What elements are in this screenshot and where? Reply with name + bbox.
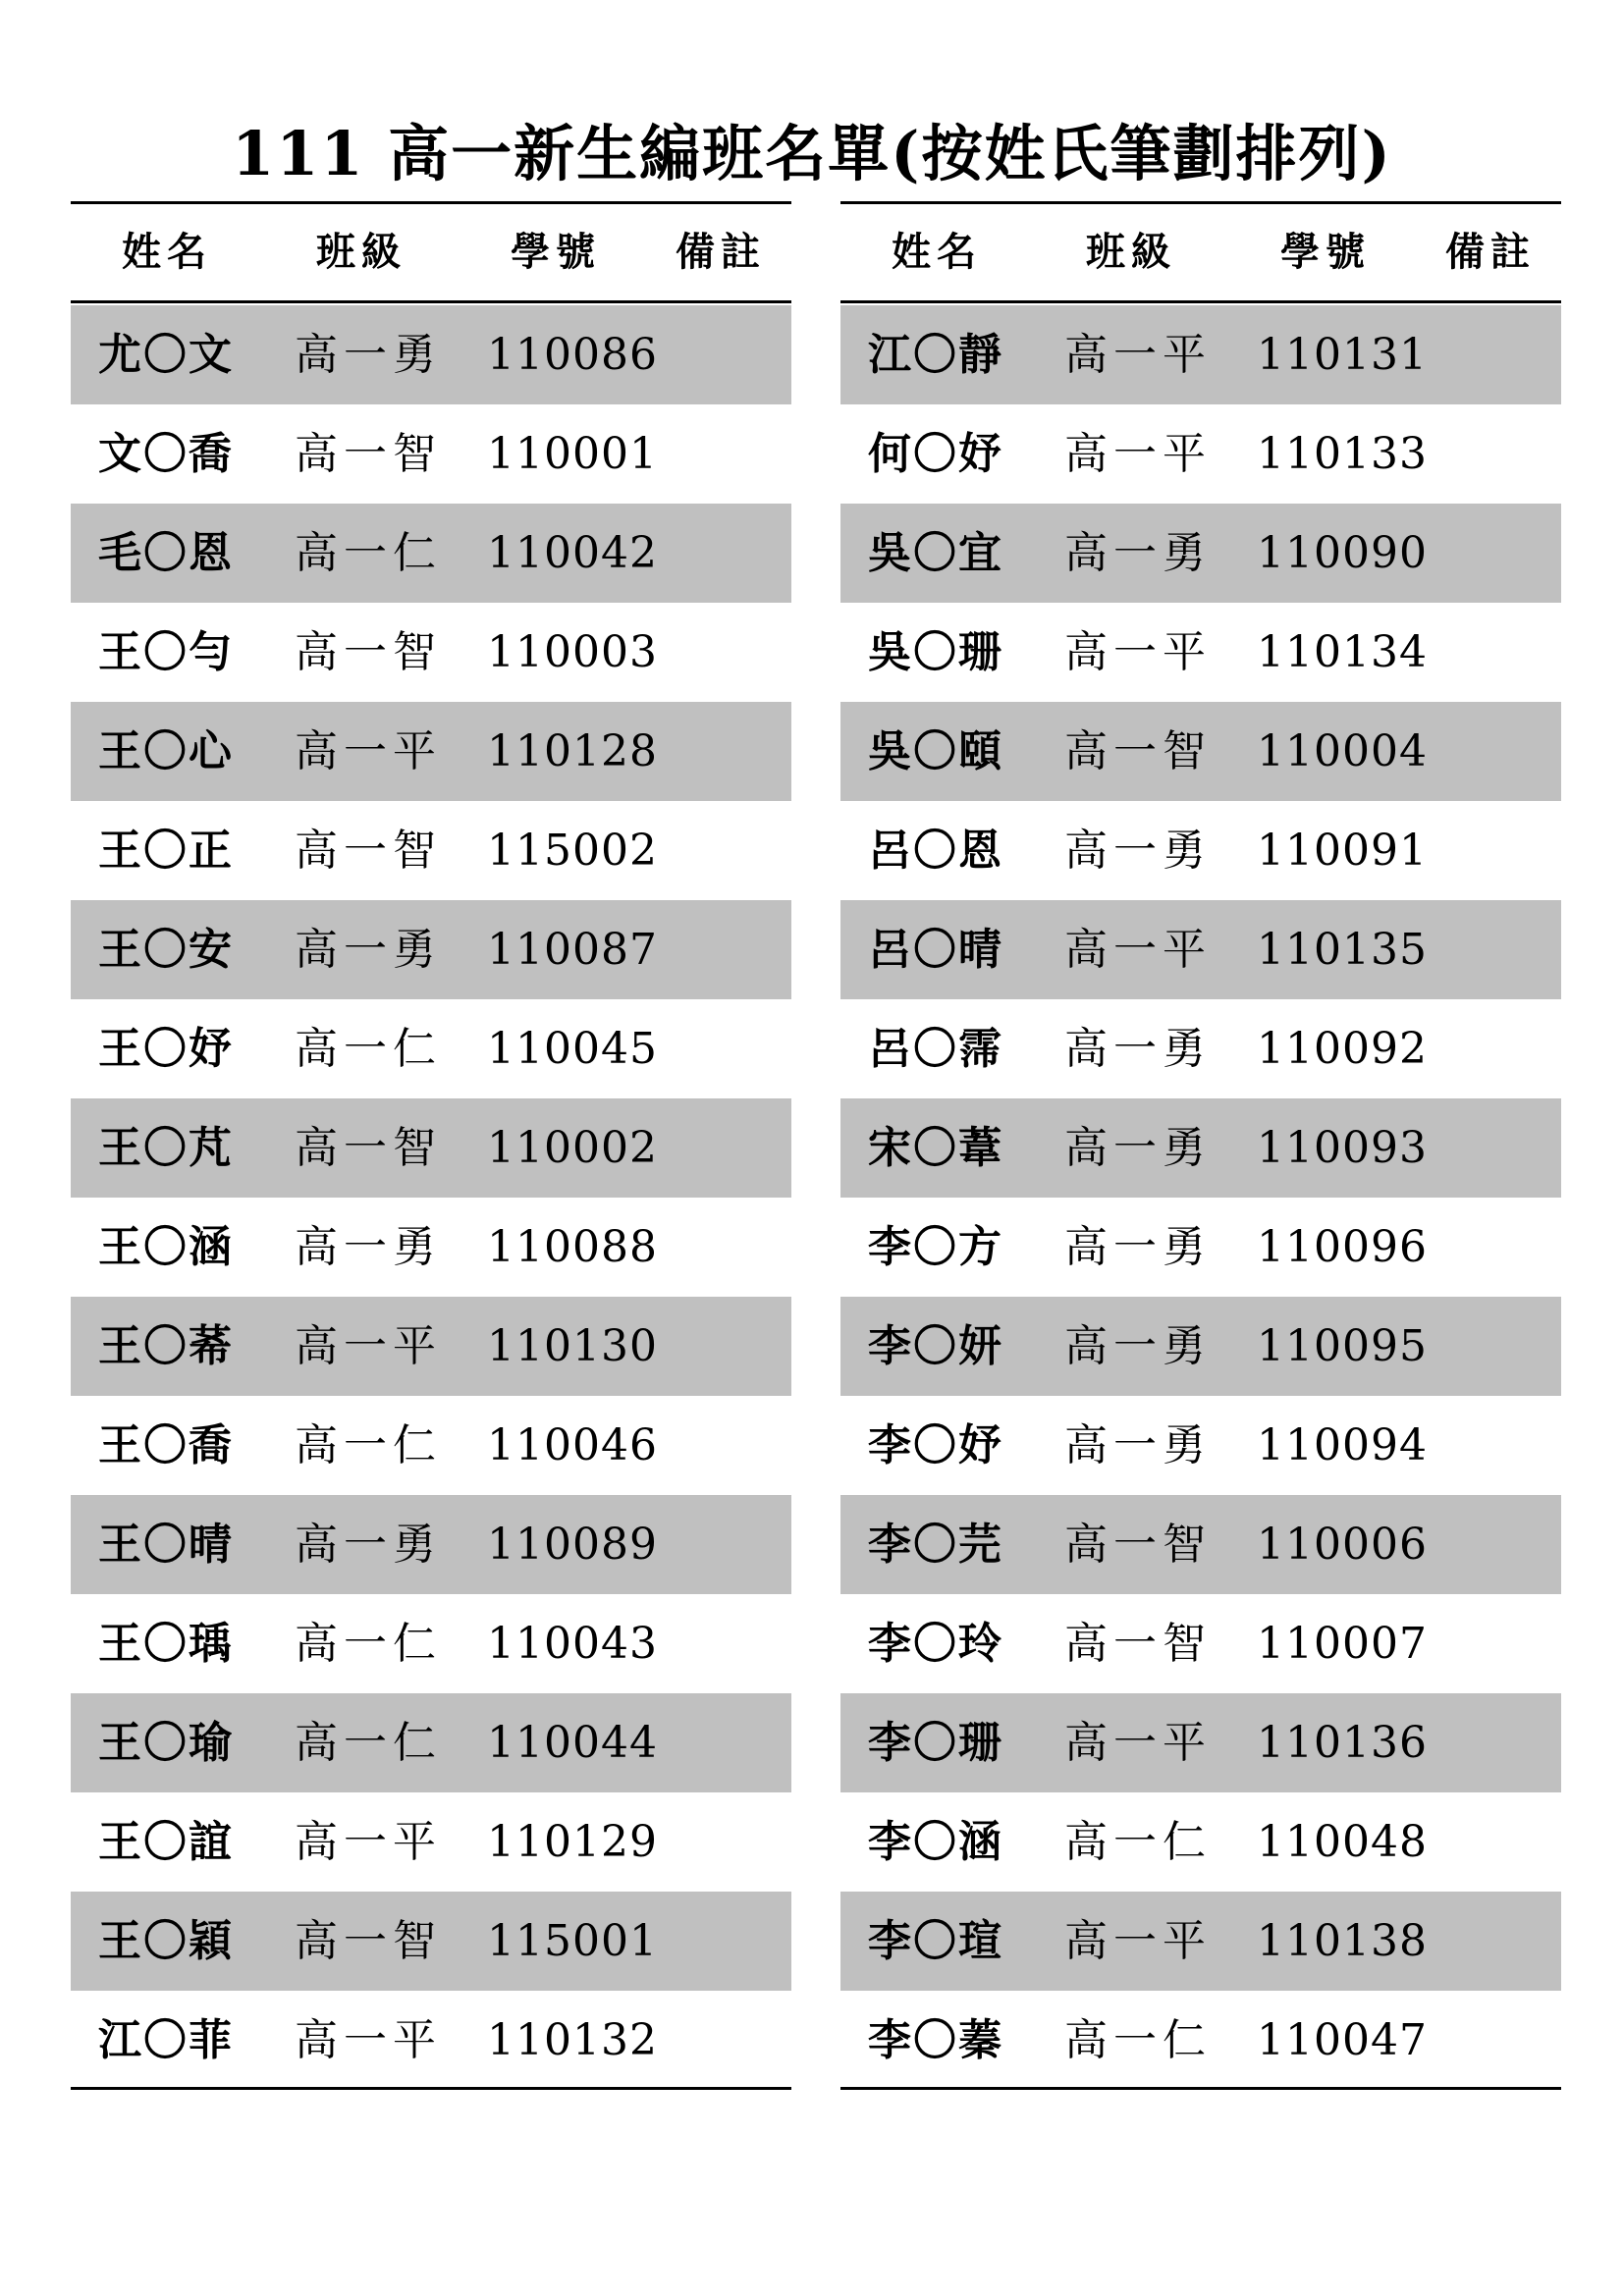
class-name: 高一勇	[295, 1222, 442, 1272]
table-row	[840, 801, 1561, 900]
student-name: 李〇涵	[868, 1817, 1003, 1867]
header-class: 班級	[1086, 229, 1176, 275]
class-name: 高一勇	[1064, 826, 1212, 876]
class-name: 高一智	[295, 826, 442, 876]
student-name: 王〇穎	[98, 1916, 234, 1966]
student-name: 王〇安	[98, 925, 234, 975]
class-name: 高一勇	[295, 925, 442, 975]
class-name: 高一平	[1064, 330, 1212, 380]
student-id: 110094	[1257, 1420, 1428, 1470]
header-note: 備註	[1445, 229, 1536, 275]
header-student-id: 學號	[1280, 229, 1371, 275]
table-row	[840, 900, 1561, 999]
class-name: 高一智	[295, 627, 442, 677]
table-row	[840, 603, 1561, 702]
student-id: 110095	[1257, 1321, 1428, 1371]
student-name: 何〇妤	[868, 429, 1003, 479]
student-id: 110135	[1257, 925, 1428, 975]
class-name: 高一仁	[295, 1024, 442, 1074]
right-roster-table	[840, 201, 1561, 2090]
student-id: 110092	[1257, 1024, 1428, 1074]
student-id: 110006	[1257, 1520, 1428, 1570]
class-name: 高一勇	[295, 1520, 442, 1570]
student-id: 110088	[487, 1222, 658, 1272]
student-id: 110138	[1257, 1916, 1428, 1966]
table-row	[840, 404, 1561, 504]
student-id: 110090	[1257, 528, 1428, 578]
class-name: 高一平	[1064, 925, 1212, 975]
student-id: 110129	[487, 1817, 658, 1867]
student-name: 李〇瑄	[868, 1916, 1003, 1966]
student-id: 110132	[487, 2015, 658, 2065]
class-name: 高一平	[1064, 429, 1212, 479]
student-name: 李〇妍	[868, 1321, 1003, 1371]
student-name: 江〇靜	[868, 330, 1003, 380]
student-id: 110044	[487, 1718, 658, 1768]
header-name: 姓名	[122, 229, 212, 275]
student-name: 王〇喬	[98, 1420, 234, 1470]
class-name: 高一仁	[1064, 2015, 1212, 2065]
table-row	[71, 1396, 791, 1495]
student-id: 110002	[487, 1123, 658, 1173]
student-name: 呂〇晴	[868, 925, 1003, 975]
table-row	[840, 1098, 1561, 1198]
class-name: 高一智	[295, 1916, 442, 1966]
left-table-body	[71, 305, 791, 2090]
class-name: 高一仁	[295, 528, 442, 578]
student-id: 110128	[487, 726, 658, 776]
table-row	[71, 900, 791, 999]
student-name: 王〇妤	[98, 1024, 234, 1074]
table-row	[840, 999, 1561, 1098]
table-row	[71, 305, 791, 404]
student-id: 110086	[487, 330, 658, 380]
class-name: 高一智	[1064, 1619, 1212, 1669]
table-row	[71, 1792, 791, 1892]
table-row	[71, 1098, 791, 1198]
student-name: 李〇珊	[868, 1718, 1003, 1768]
student-name: 王〇莃	[98, 1321, 234, 1371]
student-name: 文〇喬	[98, 429, 234, 479]
class-name: 高一勇	[1064, 1024, 1212, 1074]
student-id: 110130	[487, 1321, 658, 1371]
student-id: 110134	[1257, 627, 1428, 677]
class-name: 高一勇	[1064, 1123, 1212, 1173]
table-row	[840, 1198, 1561, 1297]
student-id: 110004	[1257, 726, 1428, 776]
table-row	[840, 305, 1561, 404]
table-row	[840, 1892, 1561, 1991]
student-id: 110087	[487, 925, 658, 975]
student-id: 115002	[487, 826, 658, 876]
table-row	[71, 504, 791, 603]
class-name: 高一平	[1064, 627, 1212, 677]
header-name: 姓名	[892, 229, 982, 275]
student-name: 王〇瑀	[98, 1619, 234, 1669]
table-row	[71, 1198, 791, 1297]
right-table-body	[840, 305, 1561, 2090]
student-name: 王〇勻	[98, 627, 234, 677]
student-name: 尤〇文	[98, 330, 234, 380]
student-name: 李〇方	[868, 1222, 1003, 1272]
table-row	[71, 1693, 791, 1792]
student-id: 110047	[1257, 2015, 1428, 2065]
table-row	[71, 702, 791, 801]
student-id: 110133	[1257, 429, 1428, 479]
class-name: 高一平	[1064, 1916, 1212, 1966]
student-name: 王〇瑜	[98, 1718, 234, 1768]
class-name: 高一智	[295, 1123, 442, 1173]
table-row	[71, 404, 791, 504]
table-row	[71, 1594, 791, 1693]
student-name: 呂〇霈	[868, 1024, 1003, 1074]
class-name: 高一勇	[1064, 528, 1212, 578]
table-row	[71, 999, 791, 1098]
student-id: 110091	[1257, 826, 1428, 876]
table-row	[71, 1297, 791, 1396]
student-name: 吳〇宜	[868, 528, 1003, 578]
class-name: 高一智	[1064, 1520, 1212, 1570]
header-note: 備註	[676, 229, 766, 275]
student-id: 110043	[487, 1619, 658, 1669]
header-class: 班級	[316, 229, 406, 275]
class-name: 高一平	[295, 1817, 442, 1867]
table-row	[840, 1297, 1561, 1396]
student-id: 110042	[487, 528, 658, 578]
table-row	[840, 702, 1561, 801]
student-name: 王〇誼	[98, 1817, 234, 1867]
page-title: 111 高一新生編班名單(按姓氏筆劃排列)	[232, 118, 1392, 189]
table-row	[840, 1693, 1561, 1792]
student-name: 吳〇頤	[868, 726, 1003, 776]
student-id: 110003	[487, 627, 658, 677]
class-name: 高一智	[1064, 726, 1212, 776]
student-name: 呂〇恩	[868, 826, 1003, 876]
student-name: 王〇心	[98, 726, 234, 776]
student-name: 李〇蓁	[868, 2015, 1003, 2065]
class-name: 高一勇	[1064, 1321, 1212, 1371]
student-id: 110131	[1257, 330, 1428, 380]
student-id: 110045	[487, 1024, 658, 1074]
class-name: 高一平	[1064, 1718, 1212, 1768]
class-name: 高一勇	[1064, 1222, 1212, 1272]
table-row	[840, 504, 1561, 603]
student-id: 110089	[487, 1520, 658, 1570]
student-id: 110048	[1257, 1817, 1428, 1867]
table-header-row	[71, 201, 791, 303]
student-name: 李〇玲	[868, 1619, 1003, 1669]
student-name: 江〇菲	[98, 2015, 234, 2065]
student-id: 110046	[487, 1420, 658, 1470]
class-name: 高一仁	[295, 1619, 442, 1669]
student-id: 110093	[1257, 1123, 1428, 1173]
student-name: 毛〇恩	[98, 528, 234, 578]
class-name: 高一勇	[1064, 1420, 1212, 1470]
table-row	[840, 1495, 1561, 1594]
class-name: 高一仁	[1064, 1817, 1212, 1867]
table-row	[71, 1495, 791, 1594]
student-name: 王〇正	[98, 826, 234, 876]
table-row	[71, 1892, 791, 1991]
student-id: 110007	[1257, 1619, 1428, 1669]
class-name: 高一智	[295, 429, 442, 479]
class-name: 高一平	[295, 726, 442, 776]
student-name: 李〇芫	[868, 1520, 1003, 1570]
student-name: 王〇芃	[98, 1123, 234, 1173]
student-name: 王〇晴	[98, 1520, 234, 1570]
table-row	[71, 1991, 791, 2090]
table-row	[840, 1396, 1561, 1495]
student-name: 李〇妤	[868, 1420, 1003, 1470]
student-name: 王〇涵	[98, 1222, 234, 1272]
student-id: 115001	[487, 1916, 658, 1966]
table-row	[71, 603, 791, 702]
class-name: 高一仁	[295, 1718, 442, 1768]
class-name: 高一平	[295, 1321, 442, 1371]
table-row	[840, 1991, 1561, 2090]
header-student-id: 學號	[511, 229, 601, 275]
table-row	[840, 1594, 1561, 1693]
student-id: 110096	[1257, 1222, 1428, 1272]
student-name: 宋〇葦	[868, 1123, 1003, 1173]
class-name: 高一勇	[295, 330, 442, 380]
class-name: 高一平	[295, 2015, 442, 2065]
table-row	[71, 801, 791, 900]
student-name: 吳〇珊	[868, 627, 1003, 677]
left-roster-table	[71, 201, 791, 2090]
class-name: 高一仁	[295, 1420, 442, 1470]
table-row	[840, 1792, 1561, 1892]
student-id: 110001	[487, 429, 658, 479]
table-header-row	[840, 201, 1561, 303]
student-id: 110136	[1257, 1718, 1428, 1768]
